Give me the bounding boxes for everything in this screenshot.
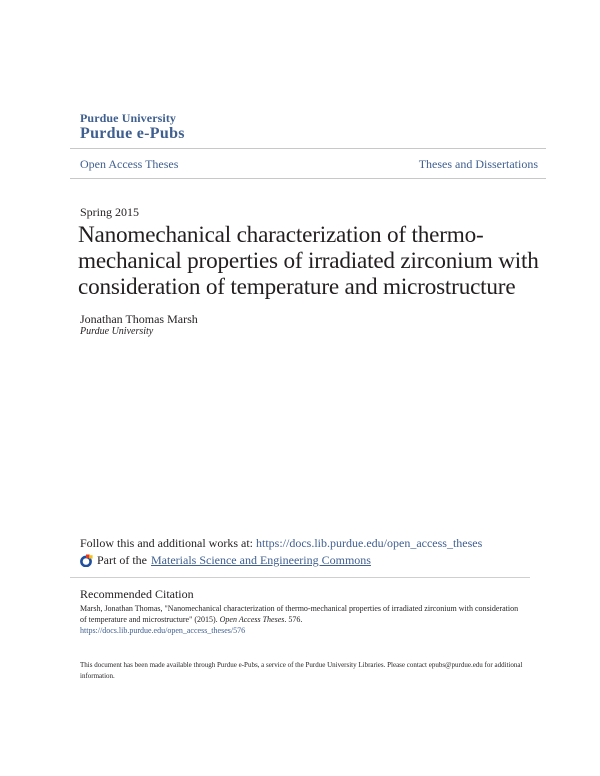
citation-text: Marsh, Jonathan Thomas, "Nanomechanical characterization of thermo-mechanical properties of irradiated zirconium with consideration of temperature and microstructure" (2015). — [80, 604, 519, 624]
repository-name: Purdue e-Pubs — [80, 125, 185, 142]
top-divider — [70, 148, 546, 149]
availability-notice: This document has been made available through Purdue e-Pubs, a service of the Purdue University Libraries. Please contact epubs@purdue.edu for additional information. — [80, 661, 523, 680]
open-access-theses-link[interactable]: Open Access Theses — [80, 157, 179, 171]
citation-block — [80, 603, 520, 636]
author-affiliation: Purdue University — [80, 326, 154, 337]
citation-number: . 576. — [284, 615, 303, 624]
nav-divider — [70, 178, 546, 179]
bepress-commons-icon — [80, 554, 93, 567]
follow-prefix: Follow this and additional works at: — [80, 536, 256, 550]
theses-and-dissertations-link[interactable]: Theses and Dissertations — [418, 157, 538, 171]
citation-divider — [70, 577, 530, 578]
collection-url-link[interactable]: https://docs.lib.purdue.edu/open_access_theses — [256, 536, 483, 550]
part-of-prefix: Part of the — [97, 553, 147, 567]
follow-line — [80, 536, 482, 550]
part-of-line — [80, 553, 371, 567]
author-name: Jonathan Thomas Marsh — [80, 312, 198, 326]
university-name: Purdue University — [80, 111, 177, 125]
citation-url-link[interactable]: https://docs.lib.purdue.edu/open_access_theses/576 — [80, 626, 246, 635]
publication-date: Spring 2015 — [80, 205, 140, 219]
citation-series: Open Access Theses — [219, 615, 285, 624]
repository-header — [80, 111, 185, 143]
commons-link[interactable]: Materials Science and Engineering Commons — [151, 553, 371, 567]
recommended-citation-heading: Recommended Citation — [80, 587, 194, 601]
document-title: Nanomechanical characterization of thermo-mechanical properties of irradiated zirconium with consideration of temperature and microstructure — [78, 222, 539, 300]
